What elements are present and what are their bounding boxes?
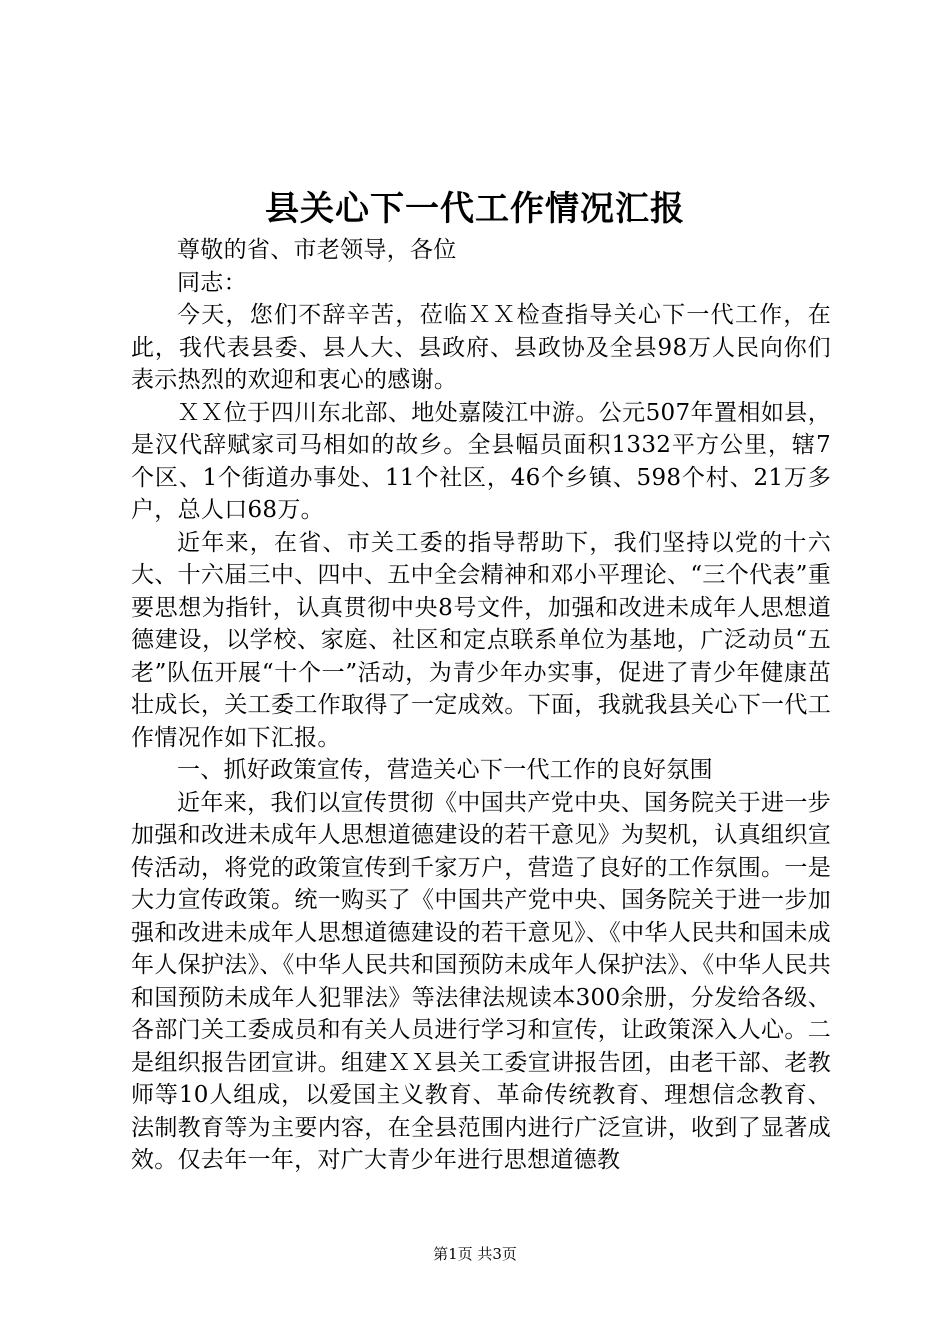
paragraph-welcome: 今天，您们不辞辛苦，莅临ＸＸ检查指导关心下一代工作，在此，我代表县委、县人大、县政府、县政协及全县98万人民向你们表示热烈的欢迎和衷心的感谢。 bbox=[131, 302, 831, 393]
page-footer: 第1页 共3页 bbox=[433, 1245, 517, 1263]
section-heading-1: 一、抓好政策宣传，营造关心下一代工作的良好氛围 bbox=[177, 757, 713, 783]
paragraph-summary: 近年来，在省、市关工委的指导帮助下，我们坚持以党的十六大、十六届三中、四中、五中全会精神和邓小平理论、“三个代表”重要思想为指针，认真贯彻中央8号文件，加强和改进未成年人思想道德建设，以学校、家庭、社区和定点联系单位为基地，广泛动员“五老”队伍开展“十个一”活动，为青少年办实事，促进了青少年健康茁壮成长，关工委工作取得了一定成效。下面，我就我县关心下一代工作情况作如下汇报。 bbox=[131, 529, 831, 751]
paragraph-county-overview: ＸＸ位于四川东北部、地处嘉陵江中游。公元507年置相如县，是汉代辞赋家司马相如的故乡。全县幅员面积1332平方公里，辖7个区、1个街道办事处、11个社区，46个乡镇、598个村、21万多户，总人口68万。 bbox=[131, 399, 831, 523]
document-title: 县关心下一代工作情况汇报 bbox=[265, 189, 685, 229]
document-body bbox=[131, 234, 831, 1177]
paragraph-policy-publicity: 近年来，我们以宣传贯彻《中国共产党中央、国务院关于进一步加强和改进未成年人思想道德建设的若干意见》为契机，认真组织宣传活动，将党的政策宣传到千家万户，营造了良好的工作氛围。一是大力宣传政策。统一购买了《中国共产党中央、国务院关于进一步加强和改进未成年人思想道德建设的若干意见》、《中华人民共和国未成年人保护法》、《中华人民共和国预防未成年人保护法》、《中华人民共和国预防未成年人犯罪法》等法律法规读本300余册，分发给各级、各部门关工委成员和有关人员进行学习和宣传，让政策深入人心。二是组织报告团宣讲。组建ＸＸ县关工委宣讲报告团，由老干部、老教师等10人组成，以爱国主义教育、革命传统教育、理想信念教育、法制教育等为主要内容，在全县范围内进行广泛宣讲，收到了显著成效。仅去年一年，对广大青少年进行思想道德教 bbox=[131, 789, 831, 1173]
greeting-line-2: 同志： bbox=[177, 269, 247, 296]
greeting-line-1: 尊敬的省、市老领导，各位 bbox=[177, 237, 457, 263]
